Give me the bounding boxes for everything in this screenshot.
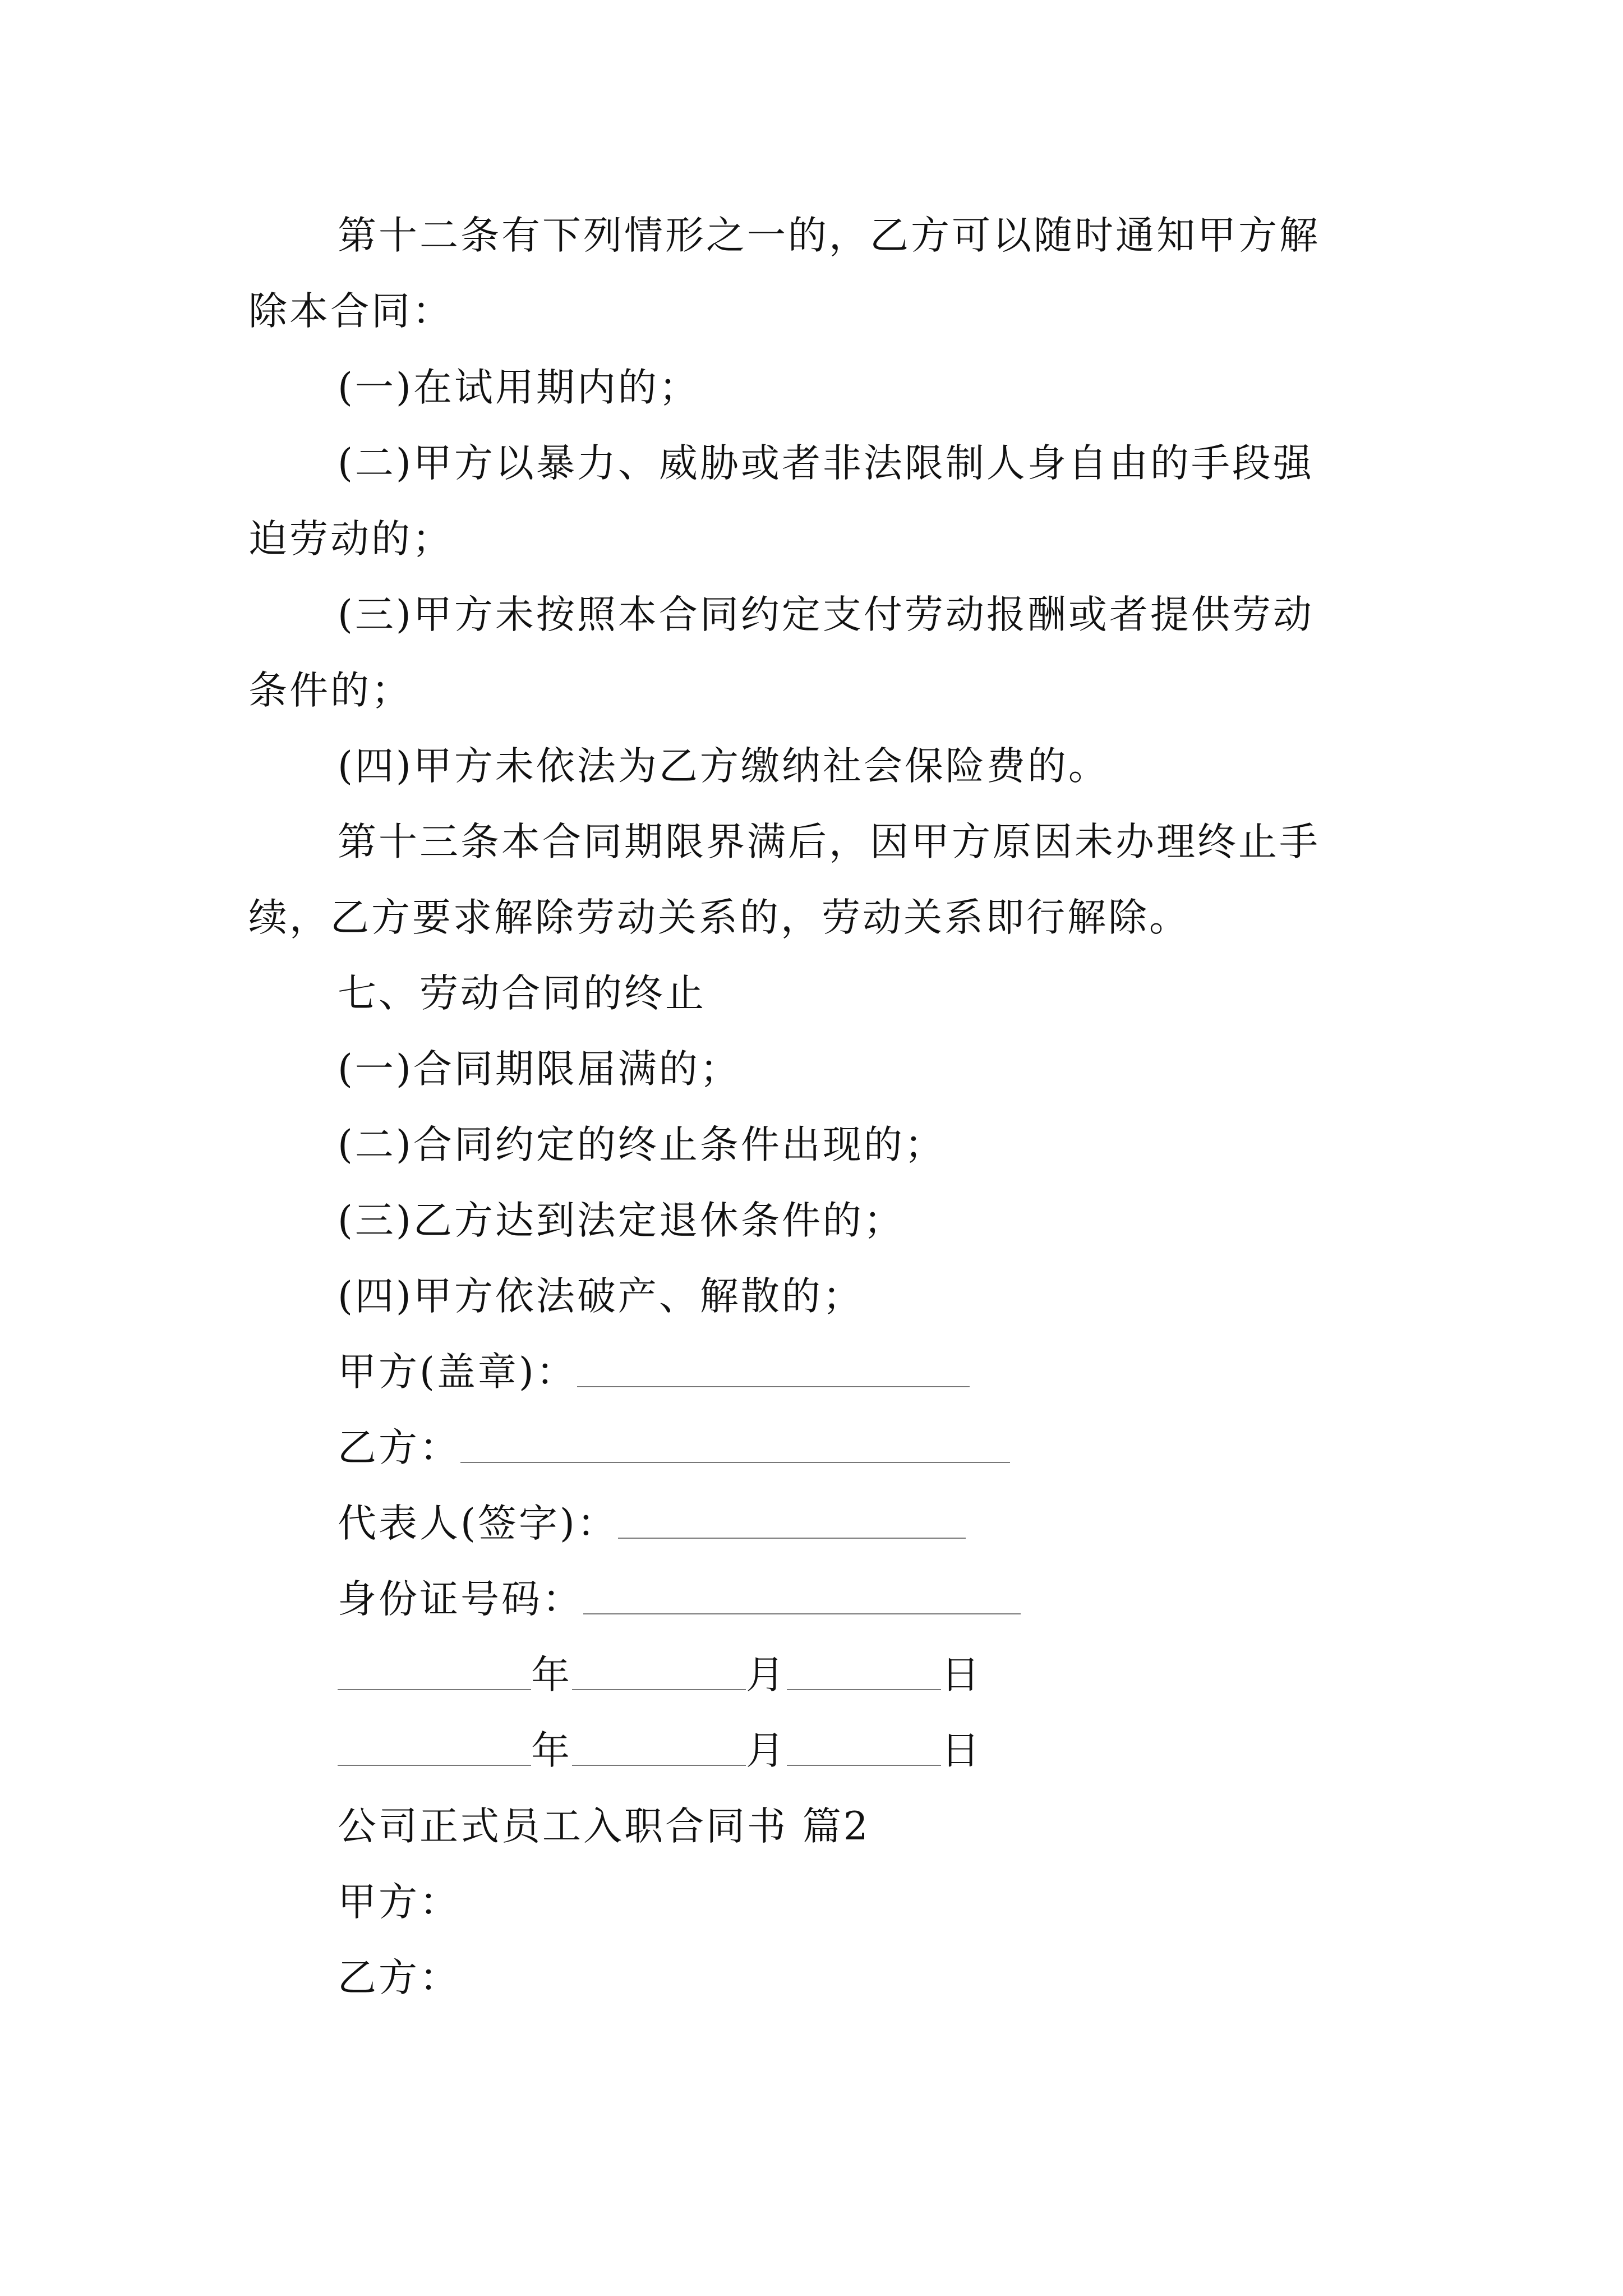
list-item-forced-labor-line-1: (二)甲方以暴力、威胁或者非法限制人身自由的手段强 xyxy=(338,441,1314,486)
day-blank[interactable] xyxy=(787,1731,941,1766)
list-item-probation: (一)在试用期内的； xyxy=(338,365,700,410)
list-item-forced-labor-line-2: 迫劳动的； xyxy=(248,517,453,562)
day-blank[interactable] xyxy=(787,1655,941,1690)
year-label: 年 xyxy=(531,1728,572,1773)
year-label: 年 xyxy=(531,1653,572,1697)
section-heading-termination: 七、劳动合同的终止 xyxy=(338,971,706,1016)
list-item-retirement: (三)乙方达到法定退休条件的； xyxy=(338,1198,905,1243)
year-blank[interactable] xyxy=(338,1731,531,1766)
paragraph-article-12-line-1: 第十二条有下列情形之一的，乙方可以随时通知甲方解 xyxy=(338,213,1320,258)
list-item-unpaid-line-1: (三)甲方未按照本合同约定支付劳动报酬或者提供劳动 xyxy=(338,592,1314,637)
paragraph-article-13-line-1: 第十三条本合同期限界满后，因甲方原因未办理终止手 xyxy=(338,820,1320,864)
signature-party-b xyxy=(338,1421,1010,1475)
month-blank[interactable] xyxy=(572,1731,746,1766)
day-label: 日 xyxy=(941,1728,982,1773)
year-blank[interactable] xyxy=(338,1655,531,1690)
list-item-social-insurance: (四)甲方未依法为乙方缴纳社会保险费的。 xyxy=(338,744,1109,789)
paragraph-article-12-line-2: 除本合同： xyxy=(248,289,453,334)
list-item-unpaid-line-2: 条件的； xyxy=(248,668,412,713)
date-row-2 xyxy=(338,1724,982,1778)
signature-id-number xyxy=(338,1572,1021,1626)
month-blank[interactable] xyxy=(572,1655,746,1690)
id-number-label: 身份证号码： xyxy=(338,1577,583,1622)
month-label: 月 xyxy=(746,1653,787,1697)
party-b-blank[interactable] xyxy=(460,1428,1010,1463)
party-b-label: 乙方： xyxy=(338,1425,460,1470)
date-row-1 xyxy=(338,1648,982,1702)
list-item-bankruptcy: (四)甲方依法破产、解散的； xyxy=(338,1274,864,1319)
party-a-line: 甲方： xyxy=(338,1880,460,1925)
signature-representative xyxy=(338,1497,966,1550)
paragraph-article-13-line-2: 续，乙方要求解除劳动关系的，劳动关系即行解除。 xyxy=(248,895,1190,940)
id-number-blank[interactable] xyxy=(583,1580,1021,1614)
list-item-expiry: (一)合同期限届满的； xyxy=(338,1047,741,1092)
representative-label: 代表人(签字)： xyxy=(338,1501,618,1546)
party-a-seal-label: 甲方(盖章)： xyxy=(338,1350,577,1395)
representative-blank[interactable] xyxy=(618,1504,966,1539)
list-item-condition: (二)合同约定的终止条件出现的； xyxy=(338,1122,946,1167)
section-title: 公司正式员工入职合同书 篇2 xyxy=(338,1804,870,1849)
party-a-seal-blank[interactable] xyxy=(577,1352,970,1387)
party-b-line: 乙方： xyxy=(338,1955,460,2000)
day-label: 日 xyxy=(941,1653,982,1697)
month-label: 月 xyxy=(746,1728,787,1773)
signature-party-a xyxy=(338,1345,970,1399)
